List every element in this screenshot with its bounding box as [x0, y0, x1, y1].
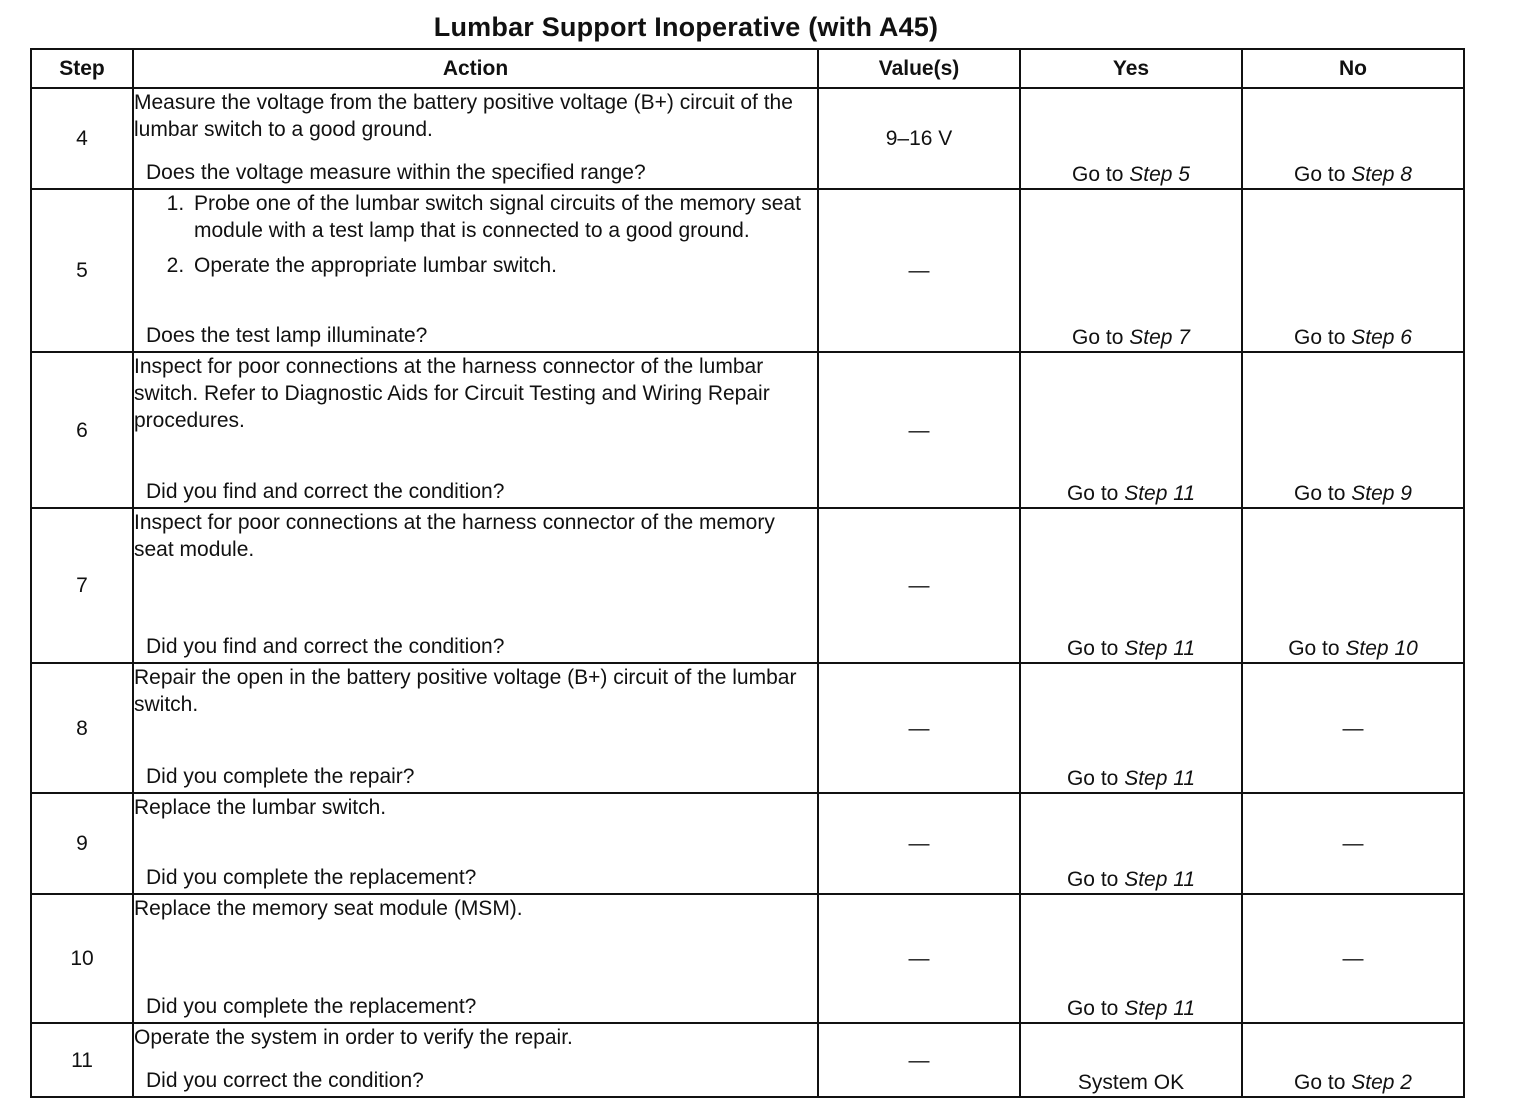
value-cell: 9–16 V — [818, 88, 1020, 189]
action-text: Replace the lumbar switch. — [134, 796, 387, 819]
no-cell: — — [1242, 793, 1464, 894]
value-cell: — — [818, 894, 1020, 1023]
goto-step-link[interactable]: Step 11 — [1124, 767, 1196, 790]
table-row — [31, 1023, 1464, 1097]
action-question: Did you find and correct the condition? — [146, 480, 505, 503]
goto-prefix: Go to — [1066, 997, 1119, 1020]
action-cell — [133, 793, 818, 894]
action-text: Inspect for poor connections at the harness connector of the lumbar switch. Refer to Diagnostic Aids for Circuit Testing and Wiring Repair procedures. — [134, 355, 770, 432]
header-action: Action — [133, 49, 818, 88]
goto-prefix: Go to — [1066, 482, 1119, 505]
table-header-row — [31, 49, 1464, 88]
no-cell — [1242, 189, 1464, 352]
table-row — [31, 793, 1464, 894]
no-cell — [1242, 352, 1464, 508]
table-row — [31, 508, 1464, 663]
action-cell — [133, 189, 818, 352]
yes-cell — [1020, 189, 1242, 352]
action-cell — [133, 508, 818, 663]
goto-prefix: Go to — [1066, 637, 1119, 660]
action-question: Did you find and correct the condition? — [146, 635, 505, 658]
action-text: Measure the voltage from the battery positive voltage (B+) circuit of the lumbar switch to a good ground. — [134, 91, 793, 141]
no-cell: — — [1242, 663, 1464, 793]
goto-step-link[interactable]: Step 11 — [1124, 997, 1196, 1020]
goto-step-link[interactable]: Step 9 — [1351, 482, 1412, 505]
action-cell — [133, 894, 818, 1023]
goto-prefix: Go to — [1294, 482, 1346, 505]
yes-cell — [1020, 88, 1242, 189]
action-text: Repair the open in the battery positive voltage (B+) circuit of the lumbar switch. — [134, 666, 797, 716]
action-cell — [133, 352, 818, 508]
goto-step-link[interactable]: Step 7 — [1129, 326, 1190, 349]
goto-step-link[interactable]: Step 6 — [1351, 326, 1412, 349]
goto-prefix: Go to — [1294, 163, 1346, 186]
goto-prefix: Go to — [1072, 326, 1124, 349]
step-number: 10 — [31, 894, 133, 1023]
step-number: 11 — [31, 1023, 133, 1097]
goto-prefix: Go to — [1294, 1071, 1346, 1094]
action-question: Did you complete the replacement? — [146, 866, 477, 889]
step-number: 5 — [31, 189, 133, 352]
goto-step-link[interactable]: Step 11 — [1124, 637, 1196, 660]
value-cell: — — [818, 508, 1020, 663]
action-text: Operate the system in order to verify the repair. — [134, 1026, 573, 1049]
table-row — [31, 189, 1464, 352]
action-question: Did you complete the repair? — [146, 765, 415, 788]
yes-cell — [1020, 663, 1242, 793]
action-step-item: 2. Operate the appropriate lumbar switch. — [190, 252, 817, 279]
value-cell: — — [818, 793, 1020, 894]
no-cell: — — [1242, 894, 1464, 1023]
no-cell — [1242, 1023, 1464, 1097]
yes-cell — [1020, 793, 1242, 894]
value-cell: — — [818, 189, 1020, 352]
action-cell — [133, 663, 818, 793]
action-question: Does the test lamp illuminate? — [146, 324, 428, 347]
action-question: Does the voltage measure within the specified range? — [146, 161, 646, 184]
no-cell — [1242, 508, 1464, 663]
goto-prefix: Go to — [1072, 163, 1124, 186]
action-steps-list — [134, 190, 817, 279]
header-yes: Yes — [1020, 49, 1242, 88]
value-cell: — — [818, 663, 1020, 793]
action-question: Did you correct the condition? — [146, 1069, 424, 1092]
table-row — [31, 352, 1464, 508]
action-cell — [133, 88, 818, 189]
step-number: 9 — [31, 793, 133, 894]
step-number: 8 — [31, 663, 133, 793]
value-cell: — — [818, 352, 1020, 508]
step-number: 4 — [31, 88, 133, 189]
goto-prefix: Go to — [1288, 637, 1340, 660]
action-text: Replace the memory seat module (MSM). — [134, 897, 523, 920]
action-cell — [133, 1023, 818, 1097]
action-text: Inspect for poor connections at the harness connector of the memory seat module. — [134, 511, 775, 561]
goto-step-link[interactable]: Step 8 — [1351, 163, 1412, 186]
action-step-item: 1. Probe one of the lumbar switch signal circuits of the memory seat module with a test lamp that is connected to a good ground. — [190, 190, 817, 244]
header-step: Step — [31, 49, 133, 88]
step-number: 6 — [31, 352, 133, 508]
yes-cell — [1020, 352, 1242, 508]
value-cell: — — [818, 1023, 1020, 1097]
goto-step-link[interactable]: Step 5 — [1129, 163, 1190, 186]
yes-cell: System OK — [1020, 1023, 1242, 1097]
goto-step-link[interactable]: Step 10 — [1345, 637, 1418, 660]
table-row — [31, 894, 1464, 1023]
goto-prefix: Go to — [1066, 868, 1119, 891]
page-title: Lumbar Support Inoperative (with A45) — [433, 12, 939, 42]
yes-cell — [1020, 508, 1242, 663]
yes-cell — [1020, 894, 1242, 1023]
goto-step-link[interactable]: Step 11 — [1124, 868, 1196, 891]
goto-prefix: Go to — [1294, 326, 1346, 349]
table-row — [31, 663, 1464, 793]
header-no: No — [1242, 49, 1464, 88]
step-number: 7 — [31, 508, 133, 663]
goto-step-link[interactable]: Step 2 — [1351, 1071, 1412, 1094]
no-cell — [1242, 88, 1464, 189]
diagnostic-table — [30, 48, 1465, 1098]
action-question: Did you complete the replacement? — [146, 995, 477, 1018]
goto-prefix: Go to — [1066, 767, 1119, 790]
table-row — [31, 88, 1464, 189]
header-values: Value(s) — [818, 49, 1020, 88]
goto-step-link[interactable]: Step 11 — [1124, 482, 1196, 505]
